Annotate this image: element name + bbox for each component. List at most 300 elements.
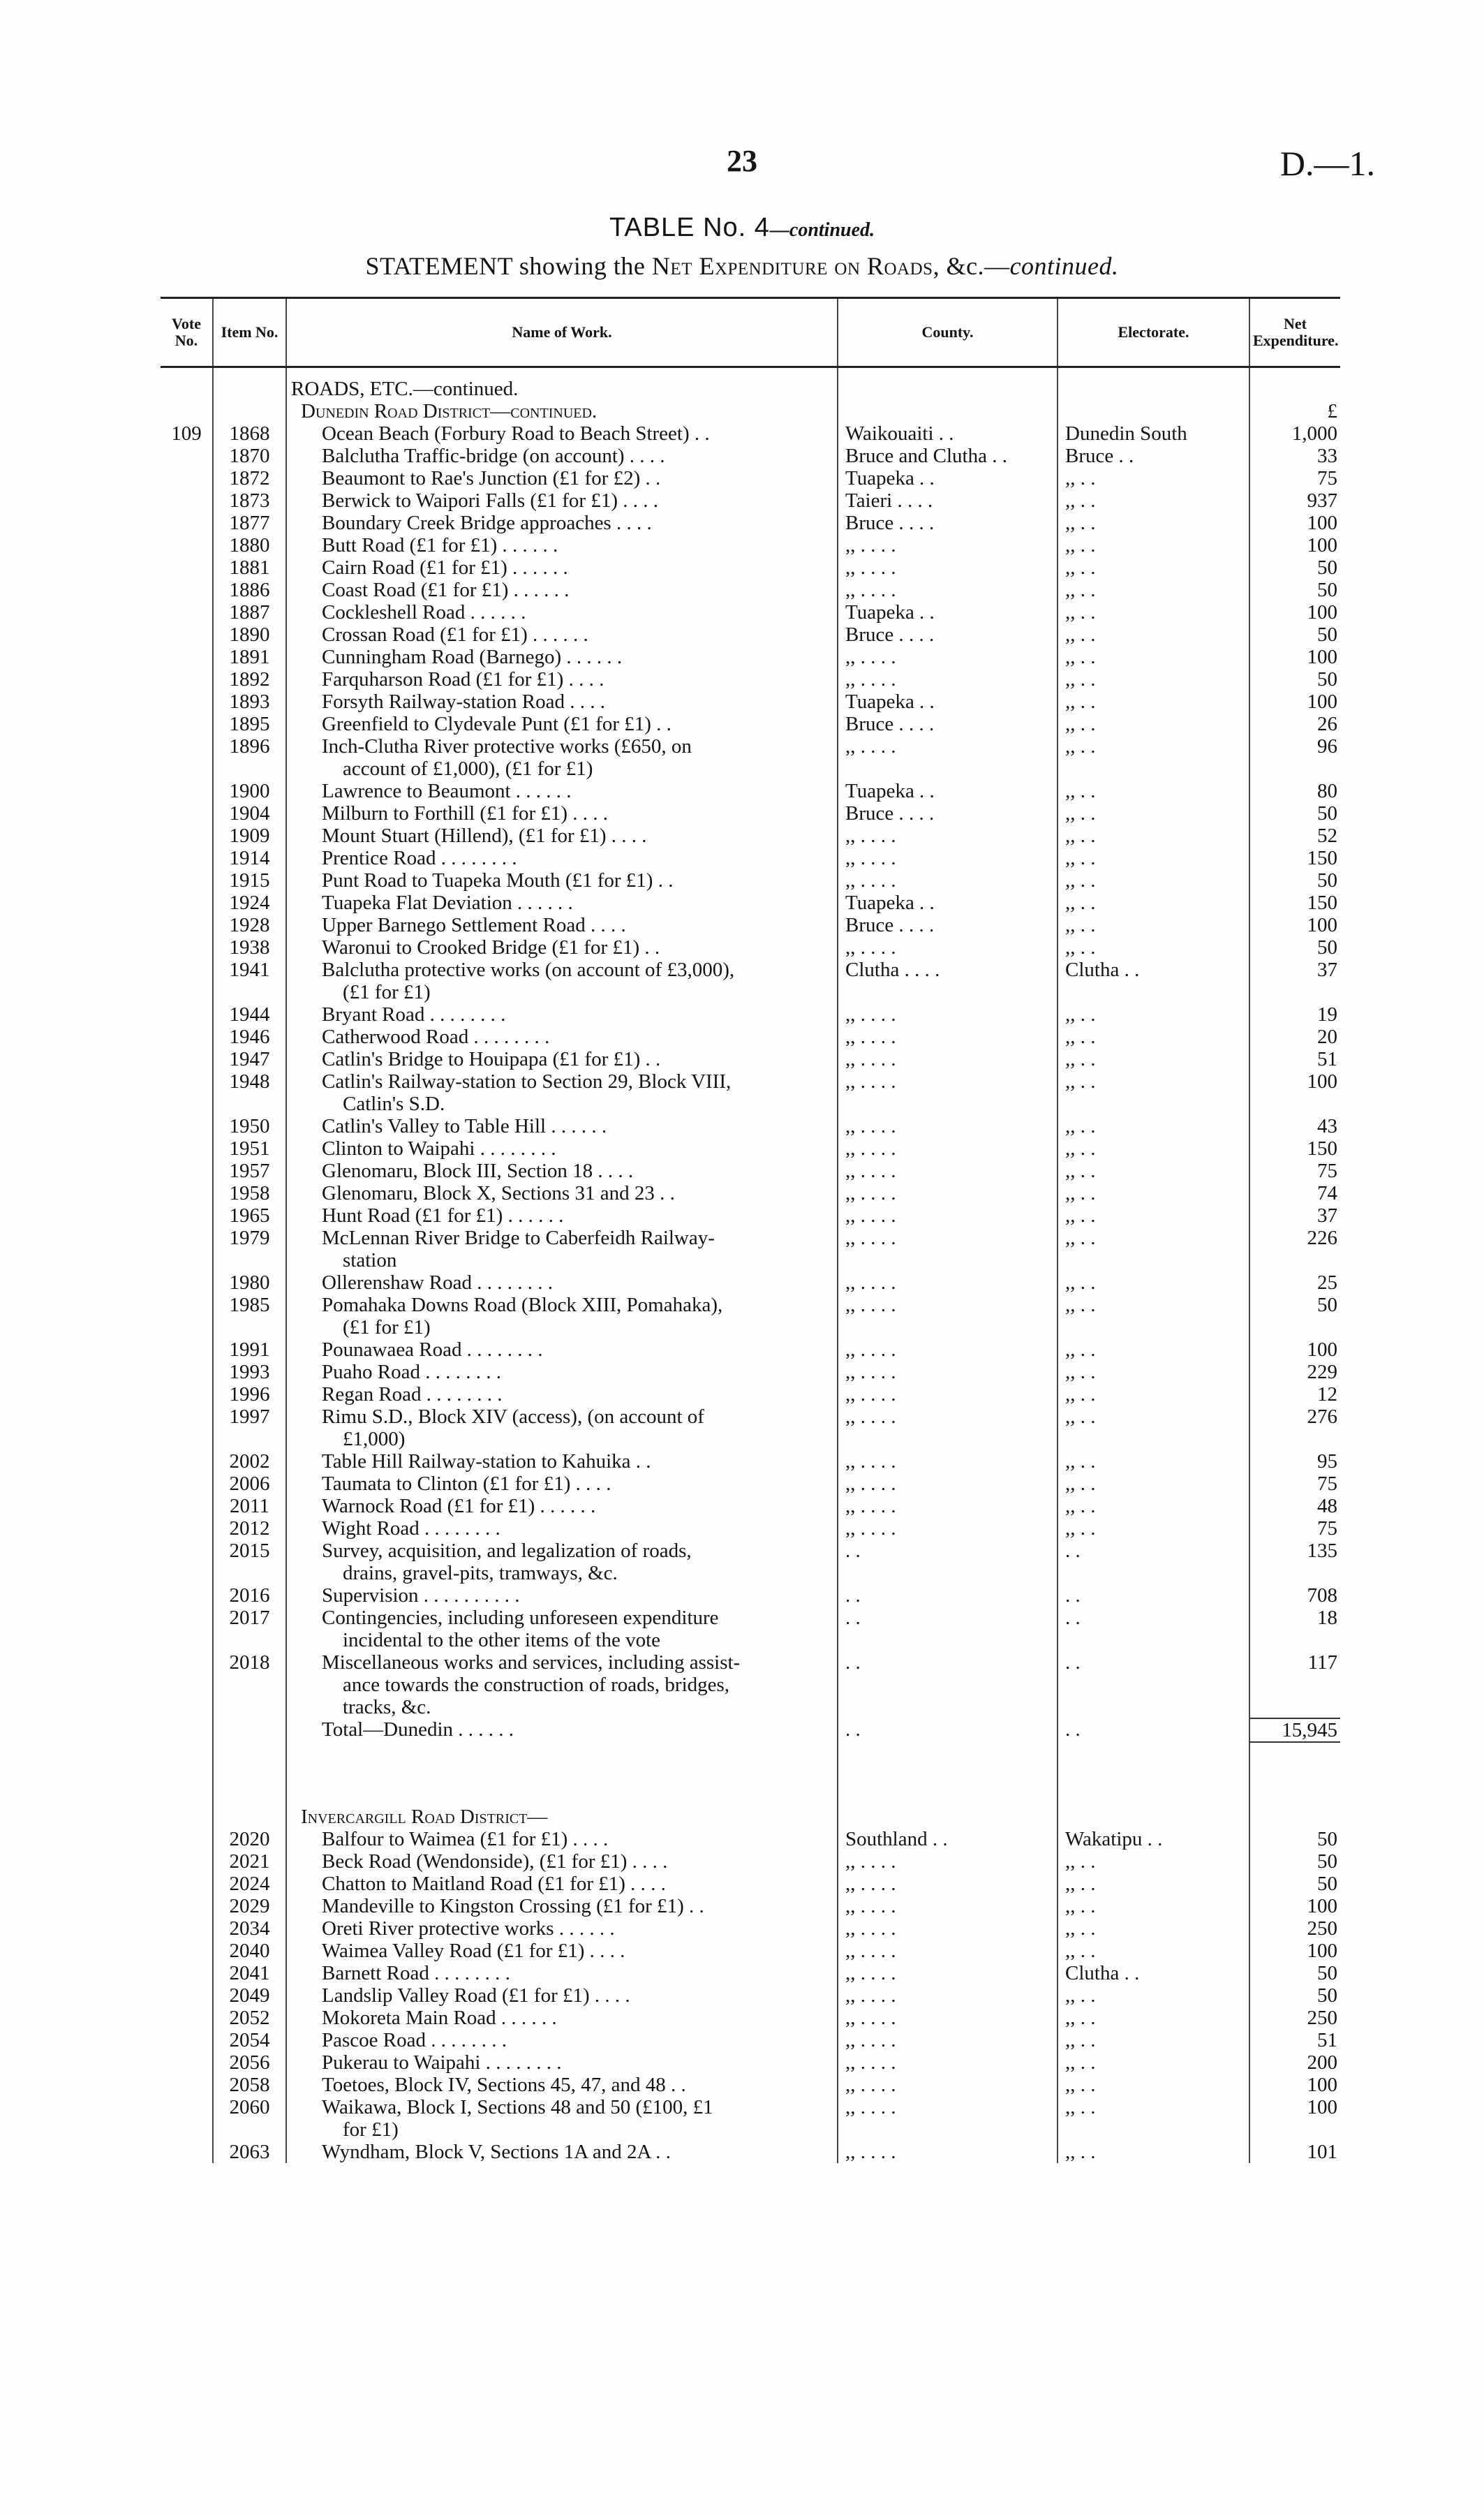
work-name-line: Hunt Road (£1 for £1) . . . . . . xyxy=(322,1204,564,1227)
vote-number xyxy=(161,713,213,735)
vote-number xyxy=(161,467,213,489)
item-number: 1979 xyxy=(213,1227,286,1271)
table-row xyxy=(161,1406,1340,1450)
net-expenditure: 100 xyxy=(1249,1940,1340,1962)
total-county-dots: . . xyxy=(838,1718,1058,1742)
statement-continued: continued. xyxy=(1009,252,1119,280)
work-name-line: Regan Road . . . . . . . . xyxy=(322,1383,503,1406)
county: ,, . . . . xyxy=(838,1271,1058,1294)
electorate: ,, . . xyxy=(1058,1940,1249,1962)
item-number: 1980 xyxy=(213,1271,286,1294)
work-name-line: Pomahaka Downs Road (Block XIII, Pomahaka), xyxy=(322,1294,723,1316)
county: Tuapeka . . xyxy=(838,780,1058,802)
electorate: ,, . . xyxy=(1058,1473,1249,1495)
work-name xyxy=(286,1294,838,1338)
work-name-line: Balfour to Waimea (£1 for £1) . . . . xyxy=(322,1828,609,1850)
table-row xyxy=(161,1850,1340,1873)
table-row xyxy=(161,1048,1340,1070)
county: ,, . . . . xyxy=(838,1940,1058,1962)
net-expenditure: 50 xyxy=(1249,1850,1340,1873)
work-name xyxy=(286,1204,838,1227)
net-expenditure: 33 xyxy=(1249,445,1340,467)
vote-number xyxy=(161,1182,213,1204)
district-heading-invercargill: Invercargill Road District— xyxy=(286,1806,838,1828)
work-name-line: Wight Road . . . . . . . . xyxy=(322,1517,500,1540)
electorate: ,, . . xyxy=(1058,1070,1249,1115)
item-number: 2012 xyxy=(213,1517,286,1540)
table-row xyxy=(161,1338,1340,1361)
item-number: 2041 xyxy=(213,1962,286,1984)
vote-number xyxy=(161,802,213,825)
electorate: . . xyxy=(1058,1540,1249,1584)
electorate: ,, . . xyxy=(1058,1182,1249,1204)
vote-number xyxy=(161,534,213,556)
work-name-line: Greenfield to Clydevale Punt (£1 for £1) . . xyxy=(322,713,671,735)
net-expenditure: 100 xyxy=(1249,691,1340,713)
county: ,, . . . . xyxy=(838,1338,1058,1361)
vote-number xyxy=(161,735,213,780)
electorate: . . xyxy=(1058,1584,1249,1607)
vote-number xyxy=(161,869,213,892)
net-expenditure: 100 xyxy=(1249,512,1340,534)
item-number: 1914 xyxy=(213,847,286,869)
county: Tuapeka . . xyxy=(838,601,1058,624)
work-name-line: Oreti River protective works . . . . . . xyxy=(322,1917,615,1940)
vote-number: 109 xyxy=(171,422,202,445)
county: ,, . . . . xyxy=(838,1003,1058,1026)
county: ,, . . . . xyxy=(838,1895,1058,1917)
work-name-line: Barnett Road . . . . . . . . xyxy=(322,1962,510,1984)
electorate: ,, . . xyxy=(1058,713,1249,735)
county: ,, . . . . xyxy=(838,579,1058,601)
work-name xyxy=(286,2029,838,2051)
net-expenditure: 226 xyxy=(1249,1227,1340,1271)
item-number: 1938 xyxy=(213,936,286,959)
item-number: 2040 xyxy=(213,1940,286,1962)
work-name-line: Toetoes, Block IV, Sections 45, 47, and 48 . . xyxy=(322,2074,686,2096)
electorate: ,, . . xyxy=(1058,624,1249,646)
electorate: ,, . . xyxy=(1058,489,1249,512)
electorate: ,, . . xyxy=(1058,1984,1249,2007)
net-expenditure: 50 xyxy=(1249,869,1340,892)
work-name-line: Milburn to Forthill (£1 for £1) . . . . xyxy=(322,802,609,825)
vote-number xyxy=(161,2051,213,2074)
section-head-row xyxy=(161,378,1340,400)
item-number: 2017 xyxy=(213,1607,286,1651)
total-row-dunedin xyxy=(161,1718,1340,1742)
electorate: ,, . . xyxy=(1058,1406,1249,1450)
electorate: ,, . . xyxy=(1058,2141,1249,2163)
electorate: ,, . . xyxy=(1058,1294,1249,1338)
work-name-line: Beaumont to Rae's Junction (£1 for £2) . . xyxy=(322,467,661,489)
work-name-continuation: drains, gravel-pits, tramways, &c. xyxy=(343,1562,618,1584)
work-name-line: Waimea Valley Road (£1 for £1) . . . . xyxy=(322,1940,625,1962)
net-expenditure: 50 xyxy=(1249,1962,1340,1984)
county: ,, . . . . xyxy=(838,735,1058,780)
table-row xyxy=(161,646,1340,668)
vote-number xyxy=(161,445,213,467)
vote-number xyxy=(161,1984,213,2007)
header-county: County. xyxy=(838,298,1058,367)
vote-number xyxy=(161,1917,213,1940)
item-number: 1941 xyxy=(213,959,286,1003)
net-expenditure: 708 xyxy=(1249,1584,1340,1607)
work-name-line: Balclutha protective works (on account of £3,000), xyxy=(322,959,735,981)
vote-number xyxy=(161,1361,213,1383)
district-row-invercargill xyxy=(161,1806,1340,1828)
county: Bruce . . . . xyxy=(838,713,1058,735)
table-row xyxy=(161,847,1340,869)
empty-cell xyxy=(286,1742,838,1806)
work-name xyxy=(286,1271,838,1294)
work-name xyxy=(286,1450,838,1473)
electorate: ,, . . xyxy=(1058,1160,1249,1182)
work-name-line: Glenomaru, Block X, Sections 31 and 23 . . xyxy=(322,1182,675,1204)
net-expenditure: 100 xyxy=(1249,601,1340,624)
net-expenditure: 50 xyxy=(1249,1294,1340,1338)
work-name-line: Beck Road (Wendonside), (£1 for £1) . . . . xyxy=(322,1850,668,1873)
item-number: 1900 xyxy=(213,780,286,802)
vote-number xyxy=(161,1517,213,1540)
currency-symbol: £ xyxy=(1249,400,1340,422)
work-name-line: Catlin's Bridge to Houipapa (£1 for £1) . . xyxy=(322,1048,661,1070)
item-number: 1904 xyxy=(213,802,286,825)
work-name xyxy=(286,1227,838,1271)
vote-number xyxy=(161,2096,213,2141)
work-name-continuation: (£1 for £1) xyxy=(343,981,431,1003)
county: Tuapeka . . xyxy=(838,691,1058,713)
work-name xyxy=(286,780,838,802)
county: ,, . . . . xyxy=(838,1115,1058,1137)
work-name xyxy=(286,1962,838,1984)
vote-number xyxy=(161,2007,213,2029)
empty-cell xyxy=(213,1742,286,1806)
net-expenditure: 96 xyxy=(1249,735,1340,780)
net-expenditure: 43 xyxy=(1249,1115,1340,1137)
table-row xyxy=(161,512,1340,534)
net-expenditure: 12 xyxy=(1249,1383,1340,1406)
work-name xyxy=(286,1361,838,1383)
vote-number xyxy=(161,1160,213,1182)
item-number: 1877 xyxy=(213,512,286,534)
county: Tuapeka . . xyxy=(838,467,1058,489)
item-number: 2011 xyxy=(213,1495,286,1517)
vote-number xyxy=(161,1828,213,1850)
item-number: 2018 xyxy=(213,1651,286,1718)
electorate: . . xyxy=(1058,1607,1249,1651)
item-number: 1946 xyxy=(213,1026,286,1048)
work-name-continuation: for £1) xyxy=(343,2118,399,2141)
table-title xyxy=(0,213,1484,243)
work-name-line: McLennan River Bridge to Caberfeidh Railway- xyxy=(322,1227,715,1249)
net-expenditure: 25 xyxy=(1249,1271,1340,1294)
table-row xyxy=(161,1271,1340,1294)
net-expenditure: 229 xyxy=(1249,1361,1340,1383)
county: ,, . . . . xyxy=(838,2141,1058,2163)
work-name xyxy=(286,2007,838,2029)
table-row xyxy=(161,2051,1340,2074)
vote-number xyxy=(161,512,213,534)
vote-number xyxy=(161,601,213,624)
work-name xyxy=(286,713,838,735)
net-expenditure: 100 xyxy=(1249,2096,1340,2141)
county: Taieri . . . . xyxy=(838,489,1058,512)
work-name-line: Pukerau to Waipahi . . . . . . . . xyxy=(322,2051,562,2074)
work-name-line: Coast Road (£1 for £1) . . . . . . xyxy=(322,579,570,601)
electorate: ,, . . xyxy=(1058,556,1249,579)
work-name xyxy=(286,1383,838,1406)
item-number: 1892 xyxy=(213,668,286,691)
electorate: ,, . . xyxy=(1058,1026,1249,1048)
county: ,, . . . . xyxy=(838,1048,1058,1070)
header-vote: Vote No. xyxy=(161,298,213,367)
work-name-line: Cockleshell Road . . . . . . xyxy=(322,601,526,624)
work-name xyxy=(286,892,838,914)
item-number: 1947 xyxy=(213,1048,286,1070)
total-value: 15,945 xyxy=(1249,1718,1340,1742)
work-name-line: Farquharson Road (£1 for £1) . . . . xyxy=(322,668,604,691)
net-expenditure: 117 xyxy=(1249,1651,1340,1718)
vote-number xyxy=(161,825,213,847)
item-number: 1950 xyxy=(213,1115,286,1137)
work-name-line: Balclutha Traffic-bridge (on account) . . . . xyxy=(322,445,665,467)
work-name xyxy=(286,936,838,959)
net-expenditure: 51 xyxy=(1249,1048,1340,1070)
net-expenditure: 52 xyxy=(1249,825,1340,847)
item-number: 1870 xyxy=(213,445,286,467)
work-name-line: Supervision . . . . . . . . . . xyxy=(322,1584,520,1607)
net-expenditure: 75 xyxy=(1249,467,1340,489)
county: ,, . . . . xyxy=(838,1182,1058,1204)
electorate: ,, . . xyxy=(1058,579,1249,601)
item-number: 2024 xyxy=(213,1873,286,1895)
work-name-continuation: (£1 for £1) xyxy=(343,1316,431,1338)
work-name-line: Cairn Road (£1 for £1) . . . . . . xyxy=(322,556,568,579)
table-row xyxy=(161,1540,1340,1584)
county: ,, . . . . xyxy=(838,847,1058,869)
table-row xyxy=(161,1182,1340,1204)
electorate: ,, . . xyxy=(1058,2051,1249,2074)
work-name xyxy=(286,1026,838,1048)
net-expenditure: 37 xyxy=(1249,959,1340,1003)
electorate: Bruce . . xyxy=(1058,445,1249,467)
net-expenditure: 50 xyxy=(1249,624,1340,646)
electorate: Wakatipu . . xyxy=(1058,1828,1249,1850)
table-row xyxy=(161,1294,1340,1338)
item-number: 2060 xyxy=(213,2096,286,2141)
net-expenditure: 100 xyxy=(1249,914,1340,936)
item-number: 1868 xyxy=(213,422,286,445)
table-row xyxy=(161,422,1340,445)
vote-number xyxy=(161,2074,213,2096)
work-name xyxy=(286,1873,838,1895)
vote-number xyxy=(161,1227,213,1271)
table-row xyxy=(161,1584,1340,1607)
net-expenditure: 1,000 xyxy=(1249,422,1340,445)
work-name xyxy=(286,847,838,869)
work-name-line: Waronui to Crooked Bridge (£1 for £1) . . xyxy=(322,936,660,959)
item-number: 1958 xyxy=(213,1182,286,1204)
item-number: 2063 xyxy=(213,2141,286,2163)
work-name xyxy=(286,534,838,556)
work-name-line: Puaho Road . . . . . . . . xyxy=(322,1361,501,1383)
table-row xyxy=(161,2029,1340,2051)
work-name xyxy=(286,668,838,691)
electorate: ,, . . xyxy=(1058,1895,1249,1917)
net-expenditure: 50 xyxy=(1249,579,1340,601)
work-name-line: Ocean Beach (Forbury Road to Beach Street) . . xyxy=(322,422,710,445)
work-name xyxy=(286,1895,838,1917)
empty-cell xyxy=(838,1806,1058,1828)
document-reference: D.—1. xyxy=(1279,144,1375,183)
net-expenditure: 75 xyxy=(1249,1473,1340,1495)
work-name xyxy=(286,1984,838,2007)
work-name xyxy=(286,2141,838,2163)
table-row xyxy=(161,1495,1340,1517)
county: ,, . . . . xyxy=(838,1406,1058,1450)
county: Waikouaiti . . xyxy=(838,422,1058,445)
work-name xyxy=(286,1828,838,1850)
net-expenditure: 95 xyxy=(1249,1450,1340,1473)
work-name xyxy=(286,1917,838,1940)
table-row xyxy=(161,735,1340,780)
county: ,, . . . . xyxy=(838,1160,1058,1182)
item-number: 1957 xyxy=(213,1160,286,1182)
item-number: 1880 xyxy=(213,534,286,556)
work-name xyxy=(286,579,838,601)
net-expenditure: 26 xyxy=(1249,713,1340,735)
work-name-line: Butt Road (£1 for £1) . . . . . . xyxy=(322,534,558,556)
county: Clutha . . . . xyxy=(838,959,1058,1003)
work-name xyxy=(286,2051,838,2074)
work-name-line: Wyndham, Block V, Sections 1A and 2A . . xyxy=(322,2141,671,2163)
county: Tuapeka . . xyxy=(838,892,1058,914)
work-name-line: Chatton to Maitland Road (£1 for £1) . . . . xyxy=(322,1873,666,1895)
item-number: 1965 xyxy=(213,1204,286,1227)
work-name xyxy=(286,1473,838,1495)
vote-number xyxy=(161,1584,213,1607)
work-name-line: Landslip Valley Road (£1 for £1) . . . . xyxy=(322,1984,630,2007)
empty-cell xyxy=(161,1806,213,1828)
item-number: 1893 xyxy=(213,691,286,713)
county: Bruce . . . . xyxy=(838,914,1058,936)
electorate: ,, . . xyxy=(1058,1873,1249,1895)
county: Bruce . . . . xyxy=(838,802,1058,825)
electorate: Clutha . . xyxy=(1058,959,1249,1003)
county: ,, . . . . xyxy=(838,1361,1058,1383)
table-row xyxy=(161,601,1340,624)
table-row xyxy=(161,2074,1340,2096)
work-name xyxy=(286,1070,838,1115)
net-expenditure: 37 xyxy=(1249,1204,1340,1227)
table-row xyxy=(161,959,1340,1003)
table-row xyxy=(161,1517,1340,1540)
work-name xyxy=(286,1517,838,1540)
electorate: ,, . . xyxy=(1058,1917,1249,1940)
electorate: ,, . . xyxy=(1058,914,1249,936)
table-row xyxy=(161,2141,1340,2163)
district-row-dunedin xyxy=(161,400,1340,422)
item-number: 1896 xyxy=(213,735,286,780)
table-row xyxy=(161,1607,1340,1651)
county: ,, . . . . xyxy=(838,1917,1058,1940)
header-name: Name of Work. xyxy=(286,298,838,367)
statement-suffix: , &c.— xyxy=(933,252,1010,280)
table-row xyxy=(161,445,1340,467)
table-row xyxy=(161,1003,1340,1026)
work-name xyxy=(286,1182,838,1204)
table-row xyxy=(161,489,1340,512)
net-expenditure: 100 xyxy=(1249,1338,1340,1361)
table-row xyxy=(161,691,1340,713)
empty-cell xyxy=(1249,1806,1340,1828)
item-number: 2056 xyxy=(213,2051,286,2074)
county: Bruce . . . . xyxy=(838,624,1058,646)
table-row xyxy=(161,1962,1340,1984)
table-row xyxy=(161,1450,1340,1473)
work-name xyxy=(286,467,838,489)
net-expenditure: 19 xyxy=(1249,1003,1340,1026)
county: ,, . . . . xyxy=(838,1383,1058,1406)
vote-number xyxy=(161,1294,213,1338)
county: Bruce and Clutha . . xyxy=(838,445,1058,467)
electorate: ,, . . xyxy=(1058,691,1249,713)
net-expenditure: 75 xyxy=(1249,1517,1340,1540)
work-name xyxy=(286,1048,838,1070)
work-name-continuation: Catlin's S.D. xyxy=(343,1093,445,1115)
vote-number xyxy=(161,1338,213,1361)
electorate: Clutha . . xyxy=(1058,1962,1249,1984)
work-name-line: Inch-Clutha River protective works (£650, on xyxy=(322,735,692,758)
county: ,, . . . . xyxy=(838,1873,1058,1895)
vote-number xyxy=(161,668,213,691)
item-number: 1996 xyxy=(213,1383,286,1406)
vote-number xyxy=(161,1137,213,1160)
net-expenditure: 250 xyxy=(1249,1917,1340,1940)
vote-number xyxy=(161,847,213,869)
electorate: ,, . . xyxy=(1058,1450,1249,1473)
table-row xyxy=(161,1137,1340,1160)
net-expenditure: 150 xyxy=(1249,892,1340,914)
electorate: ,, . . xyxy=(1058,825,1249,847)
work-name xyxy=(286,422,838,445)
county: ,, . . . . xyxy=(838,2051,1058,2074)
vote-number xyxy=(161,2141,213,2163)
work-name xyxy=(286,1540,838,1584)
work-name-line: Pascoe Road . . . . . . . . xyxy=(322,2029,507,2051)
vote-number xyxy=(161,1271,213,1294)
table-row xyxy=(161,1940,1340,1962)
table-row xyxy=(161,467,1340,489)
net-expenditure: 51 xyxy=(1249,2029,1340,2051)
table-row xyxy=(161,1070,1340,1115)
vote-number xyxy=(161,1873,213,1895)
county: . . xyxy=(838,1540,1058,1584)
work-name-line: Mount Stuart (Hillend), (£1 for £1) . . . . xyxy=(322,825,647,847)
table-row xyxy=(161,624,1340,646)
table-row xyxy=(161,1828,1340,1850)
table-row xyxy=(161,1026,1340,1048)
electorate: ,, . . xyxy=(1058,512,1249,534)
statement-prefix: STATEMENT showing the xyxy=(365,252,652,280)
item-number: 1890 xyxy=(213,624,286,646)
work-name-line: Survey, acquisition, and legalization of roads, xyxy=(322,1540,692,1562)
table-row xyxy=(161,936,1340,959)
header-net-expenditure: Net Expenditure. xyxy=(1249,298,1340,367)
county: ,, . . . . xyxy=(838,1495,1058,1517)
vote-number xyxy=(161,691,213,713)
electorate: ,, . . xyxy=(1058,780,1249,802)
